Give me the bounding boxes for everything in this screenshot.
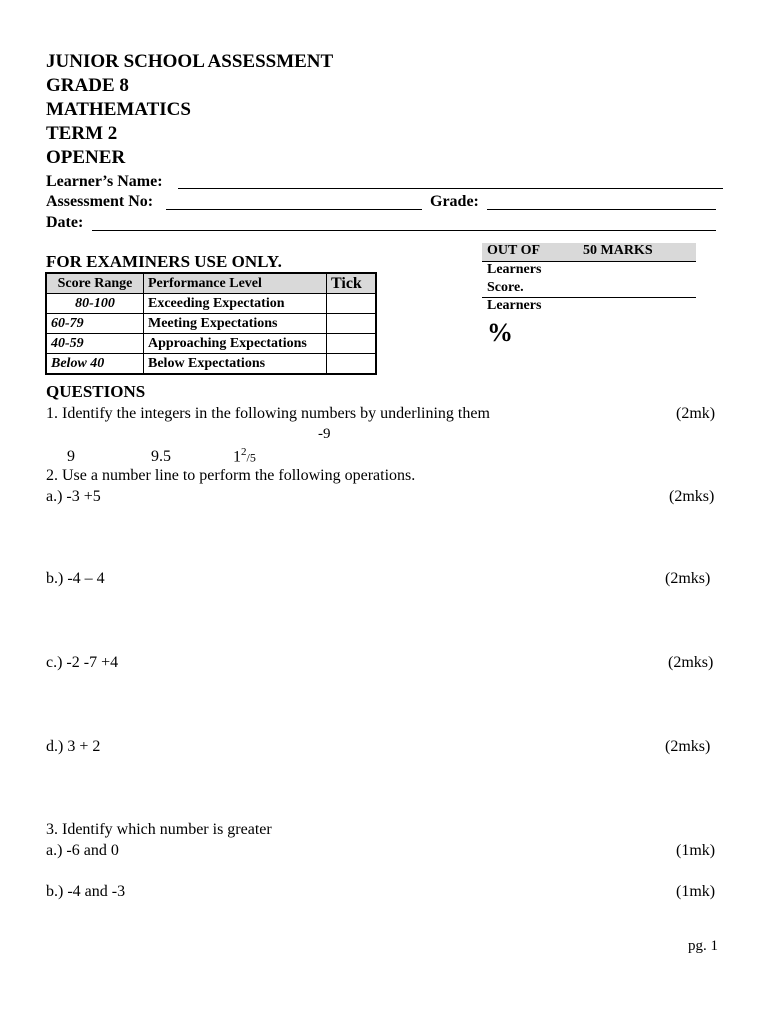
q2-part-a: a.) -3 +5 xyxy=(46,488,101,505)
question-2: 2. Use a number line to perform the following operations. xyxy=(46,467,416,484)
performance-level: Approaching Expectations xyxy=(144,334,327,354)
q2-part-c-marks: (2mks) xyxy=(668,654,714,671)
score-range: 60-79 xyxy=(46,314,144,334)
q1-number-9: 9 xyxy=(67,448,75,465)
tick-cell[interactable] xyxy=(327,334,377,354)
question-1-marks: (2mk) xyxy=(676,405,716,422)
examiners-title: FOR EXAMINERS USE ONLY. xyxy=(46,252,282,271)
col-score-range: Score Range xyxy=(46,273,144,294)
assessment-label: Assessment No: xyxy=(46,193,154,210)
name-label: Learner’s Name: xyxy=(46,173,163,190)
percent-sign: % xyxy=(487,318,513,347)
tick-cell[interactable] xyxy=(327,314,377,334)
col-tick: Tick xyxy=(327,273,377,294)
q2-part-b-marks: (2mks) xyxy=(665,570,711,587)
performance-level: Exceeding Expectation xyxy=(144,294,327,314)
q2-part-d: d.) 3 + 2 xyxy=(46,738,101,755)
q3-part-a: a.) -6 and 0 xyxy=(46,842,119,859)
q1-fraction-whole: 1 xyxy=(233,448,241,466)
header-grade: GRADE 8 xyxy=(46,75,129,96)
performance-level: Meeting Expectations xyxy=(144,314,327,334)
learners-percent-label: Learners xyxy=(487,298,542,313)
q3-part-b-marks: (1mk) xyxy=(676,883,716,900)
table-row xyxy=(46,294,376,314)
date-label: Date: xyxy=(46,214,84,231)
q1-fraction-numerator: 2 xyxy=(241,446,247,458)
question-1: 1. Identify the integers in the following numbers by underlining them xyxy=(46,405,490,422)
learners-score-label: Learners xyxy=(487,262,542,277)
performance-level: Below Expectations xyxy=(144,354,327,375)
q3-part-b: b.) -4 and -3 xyxy=(46,883,126,900)
grade-label: Grade: xyxy=(430,193,479,210)
page-number: pg. 1 xyxy=(688,938,718,954)
name-line[interactable] xyxy=(178,188,723,189)
tick-cell[interactable] xyxy=(327,294,377,314)
q2-part-d-marks: (2mks) xyxy=(665,738,711,755)
q1-fraction-denominator: /5 xyxy=(246,450,256,465)
date-line[interactable] xyxy=(92,230,716,231)
q2-part-b: b.) -4 – 4 xyxy=(46,570,105,587)
out-of-label: OUT OF xyxy=(487,243,541,258)
header-subject: MATHEMATICS xyxy=(46,99,191,120)
total-marks: 50 MARKS xyxy=(583,243,653,258)
assessment-line[interactable] xyxy=(166,209,422,210)
q3-part-a-marks: (1mk) xyxy=(676,842,716,859)
questions-heading: QUESTIONS xyxy=(46,382,146,401)
table-row xyxy=(46,354,376,375)
q1-number-neg9: -9 xyxy=(318,426,331,442)
tick-cell[interactable] xyxy=(327,354,377,375)
score-range: 40-59 xyxy=(46,334,144,354)
grade-line[interactable] xyxy=(487,209,716,210)
score-range: 80-100 xyxy=(46,294,144,314)
header-term: TERM 2 xyxy=(46,123,118,144)
q1-mixed-fraction xyxy=(233,446,256,466)
table-row xyxy=(46,314,376,334)
q2-part-c: c.) -2 -7 +4 xyxy=(46,654,119,671)
question-3: 3. Identify which number is greater xyxy=(46,821,272,838)
col-performance-level: Performance Level xyxy=(144,273,327,294)
header-opener: OPENER xyxy=(46,147,126,168)
score-table-header xyxy=(46,273,376,294)
score-table xyxy=(45,272,377,375)
table-row xyxy=(46,334,376,354)
header-title: JUNIOR SCHOOL ASSESSMENT xyxy=(46,51,334,72)
q1-number-9-5: 9.5 xyxy=(151,448,171,465)
score-label: Score. xyxy=(487,280,524,295)
q2-part-a-marks: (2mks) xyxy=(669,488,715,505)
score-range: Below 40 xyxy=(46,354,144,375)
